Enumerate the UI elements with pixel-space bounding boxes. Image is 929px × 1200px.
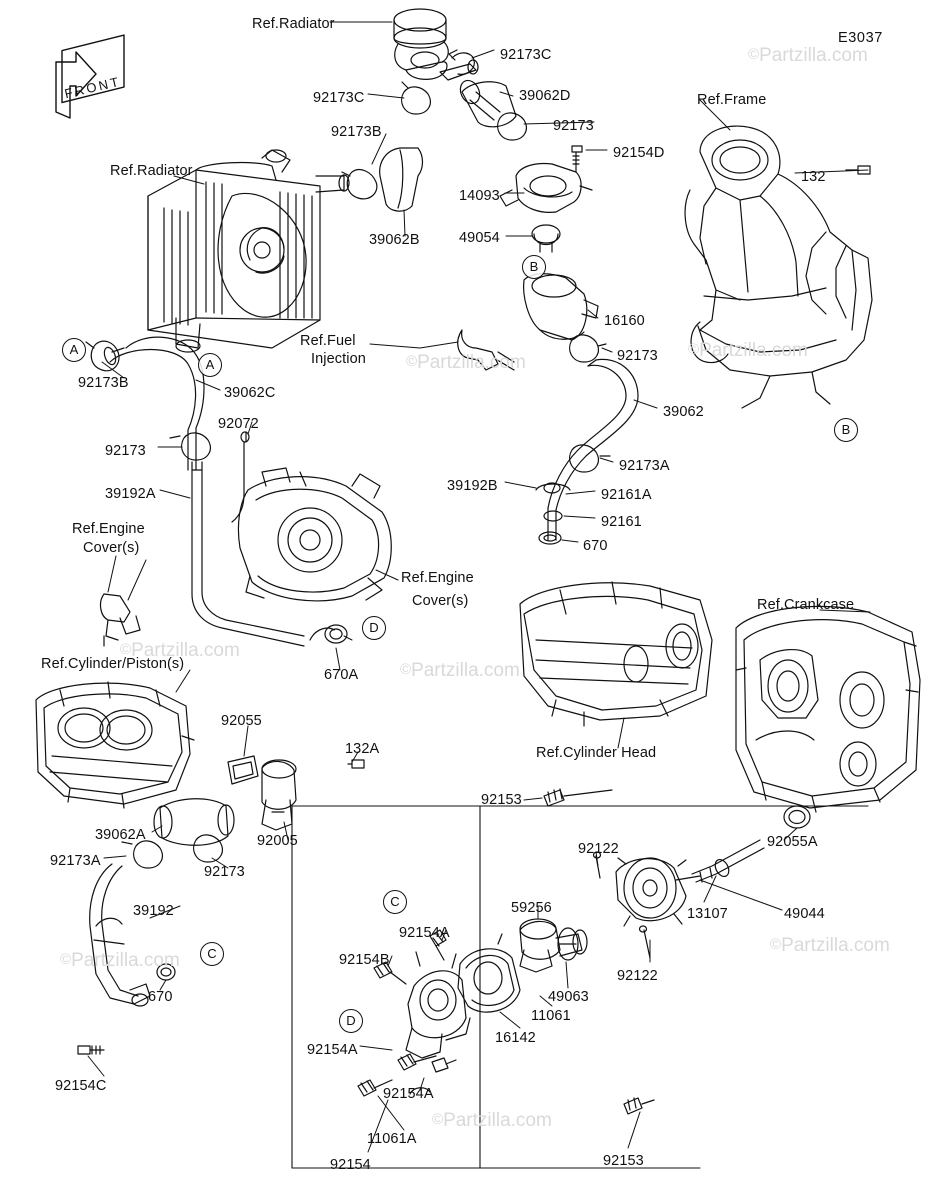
part-number-label[interactable]: 92173 [204,864,245,880]
section-marker-d: D [339,1009,363,1033]
part-number-label[interactable]: 92173 [617,348,658,364]
part-number-label[interactable]: 132 [801,169,826,185]
reference-label[interactable]: Ref.Engine [401,570,474,586]
diagram-code: E3037 [838,30,883,46]
copyright-icon: © [400,661,412,678]
part-number-label[interactable]: 92173B [331,124,382,140]
part-number-label[interactable]: 39062C [224,385,276,401]
reference-label[interactable]: Ref.Cylinder/Piston(s) [41,656,185,672]
part-number-label[interactable]: 92072 [218,416,259,432]
watermark [432,1110,552,1132]
part-number-label[interactable]: 92122 [578,841,619,857]
section-marker-c: C [200,942,224,966]
part-number-label[interactable]: 92154 [330,1157,371,1173]
watermark-text: Partzilla.com [71,950,180,971]
part-number-label[interactable]: 92154A [307,1042,358,1058]
part-number-label[interactable]: 92173 [105,443,146,459]
part-number-label[interactable]: 59256 [511,900,552,916]
watermark [770,935,890,957]
watermark-text: Partzilla.com [417,352,526,373]
part-number-label[interactable]: 49063 [548,989,589,1005]
part-number-label[interactable]: 92154A [399,925,450,941]
part-number-label[interactable]: 92154B [339,952,390,968]
copyright-icon: © [688,341,700,358]
watermark [688,340,808,362]
part-number-label[interactable]: 92173 [553,118,594,134]
reference-label[interactable]: Cover(s) [83,540,140,556]
watermark-text: Partzilla.com [443,1110,552,1131]
reference-label[interactable]: Injection [311,351,366,367]
watermark [748,45,868,67]
reference-label[interactable]: Ref.Radiator [252,16,335,32]
front-badge-label: FRONT [63,73,123,102]
watermark-text: Partzilla.com [699,340,808,361]
section-marker-a: A [198,353,222,377]
part-number-label[interactable]: 670 [583,538,608,554]
part-number-label[interactable]: 92153 [603,1153,644,1169]
part-number-label[interactable]: 39062 [663,404,704,420]
part-number-label[interactable]: 92154A [383,1086,434,1102]
part-number-label[interactable]: 39062A [95,827,146,843]
reference-label[interactable]: Ref.Crankcase [757,597,855,613]
section-marker-d: D [362,616,386,640]
part-number-label[interactable]: 92122 [617,968,658,984]
part-number-label[interactable]: 92173B [78,375,129,391]
copyright-icon: © [406,353,418,370]
reference-label[interactable]: Ref.Radiator [110,163,193,179]
copyright-icon: © [748,46,760,63]
part-number-label[interactable]: 39062D [519,88,571,104]
watermark-text: Partzilla.com [411,660,520,681]
copyright-icon: © [770,936,782,953]
part-number-label[interactable]: 92161 [601,514,642,530]
section-marker-a: A [62,338,86,362]
part-number-label[interactable]: 92173A [619,458,670,474]
section-marker-c: C [383,890,407,914]
part-number-label[interactable]: 92055A [767,834,818,850]
section-marker-b: B [522,255,546,279]
part-number-label[interactable]: 92055 [221,713,262,729]
watermark-text: Partzilla.com [131,640,240,661]
part-number-label[interactable]: 92173A [50,853,101,869]
watermark-text: Partzilla.com [781,935,890,956]
section-marker-b: B [834,418,858,442]
part-number-label[interactable]: 92005 [257,833,298,849]
reference-label[interactable]: Ref.Engine [72,521,145,537]
part-number-label[interactable]: 16160 [604,313,645,329]
part-number-label[interactable]: 49054 [459,230,500,246]
watermark [406,352,526,374]
part-number-label[interactable]: 13107 [687,906,728,922]
part-number-label[interactable]: 92154D [613,145,665,161]
part-number-label[interactable]: 11061A [367,1131,417,1147]
part-number-label[interactable]: 49044 [784,906,825,922]
watermark [400,660,520,682]
part-number-label[interactable]: 92153 [481,792,522,808]
part-number-label[interactable]: 92173C [500,47,552,63]
part-number-label[interactable]: 39192 [133,903,174,919]
reference-label[interactable]: Ref.Cylinder Head [536,745,657,761]
part-number-label[interactable]: 132A [345,741,380,757]
front-direction-badge [52,52,130,124]
watermark-text: Partzilla.com [759,45,868,66]
part-number-label[interactable]: 39062B [369,232,420,248]
part-number-label[interactable]: 39192B [447,478,498,494]
part-number-label[interactable]: 92161A [601,487,652,503]
part-number-label[interactable]: 92154C [55,1078,107,1094]
copyright-icon: © [120,641,132,658]
part-number-label[interactable]: 11061 [531,1008,571,1024]
part-number-label[interactable]: 39192A [105,486,156,502]
reference-label[interactable]: Ref.Fuel [300,333,356,349]
reference-label[interactable]: Cover(s) [412,593,469,609]
part-number-label[interactable]: 670A [324,667,359,683]
copyright-icon: © [432,1111,444,1128]
watermark [60,950,180,972]
copyright-icon: © [60,951,72,968]
part-number-label[interactable]: 16142 [495,1030,536,1046]
part-number-label[interactable]: 670 [148,989,173,1005]
part-number-label[interactable]: 14093 [459,188,500,204]
reference-label[interactable]: Ref.Frame [697,92,767,108]
part-number-label[interactable]: 92173C [313,90,365,106]
